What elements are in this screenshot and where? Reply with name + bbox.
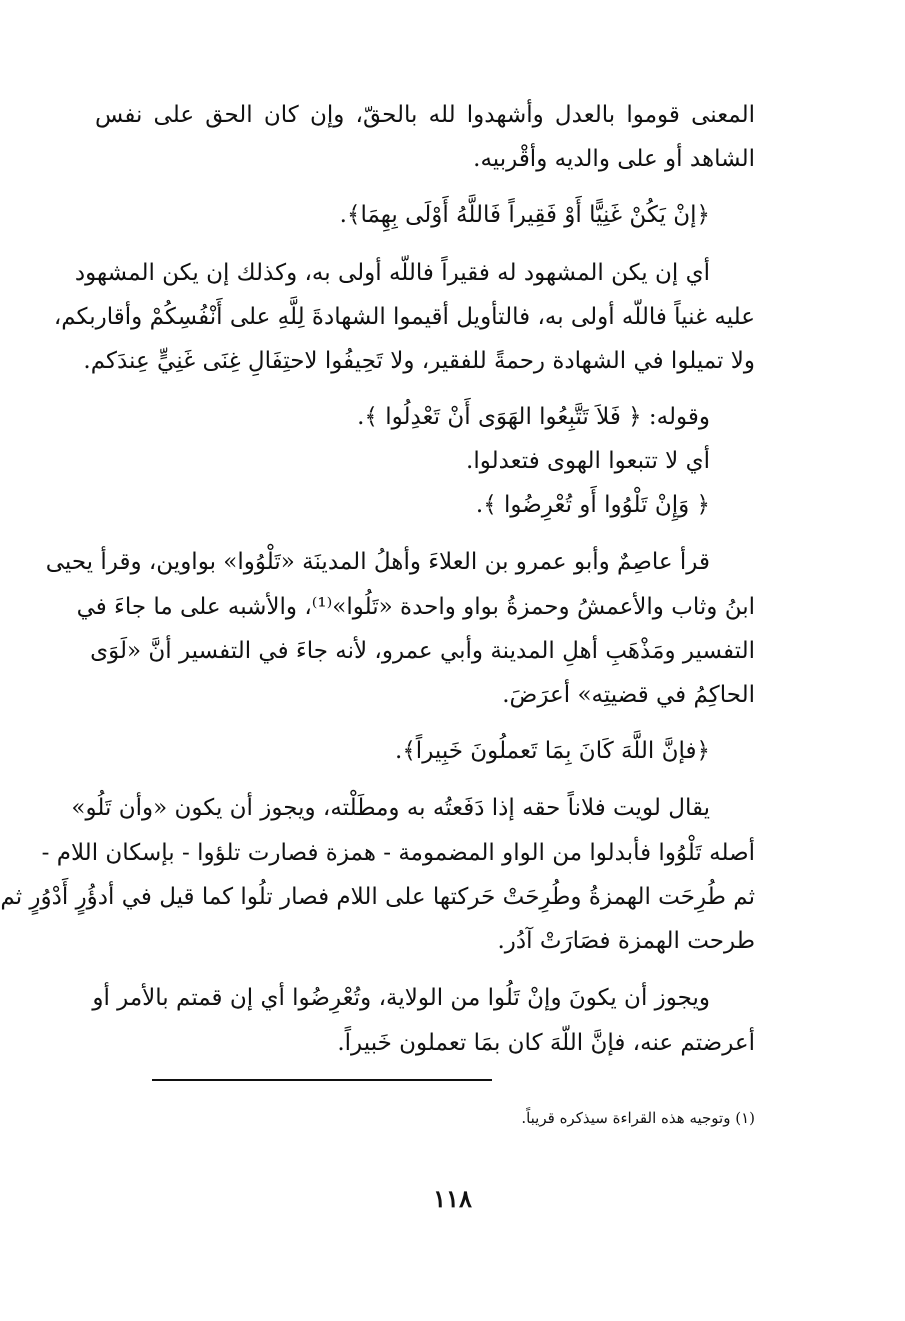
- text-line-13: أصله تَلْوُوا فأبدلوا من الواو المضمومة - همزة فصارت تلؤوا - بإسكان اللام -: [41, 840, 755, 866]
- footnote: (١) وتوجيه هذه القراءة سيذكره قريباً.: [521, 1109, 755, 1127]
- text-line-17: أعرضتم عنه، فإنَّ اللّهَ كان بمَا تعملون خَبيراً.: [337, 1030, 755, 1056]
- text-line-1: المعنى قوموا بالعدل وأشهدوا لله بالحقّ، وإن كان الحق على نفس: [95, 102, 755, 128]
- text-line-4: عليه غنياً فاللّه أولى به، فالتأويل أقيموا الشهادةَ لِلَّهِ على أَنْفُسِكُمْ وأقاربكم،: [53, 304, 755, 330]
- text-line-9: ابنُ وثاب والأعمشُ وحمزةُ بواو واحدة «تَلُوا»⁽¹⁾، والأشبه على ما جاءَ في: [76, 594, 755, 620]
- text-line-5: ولا تميلوا في الشهادة رحمةً للفقير، ولا تَحِيفُوا لاحتِفَالِ غِنَى غَنِيٍّ عِندَكم.: [83, 348, 755, 374]
- text-line-3: أي إن يكن المشهود له فقيراً فاللّه أولى به، وكذلك إن يكن المشهود: [74, 260, 710, 286]
- text-line-7: أي لا تتبعوا الهوى فتعدلوا.: [466, 448, 710, 474]
- text-line-12: يقال لويت فلاناً حقه إذا دَفَعتُه به ومطَلْته، ويجوز أن يكون «وأن تَلُو»: [71, 795, 710, 821]
- text-line-16: ويجوز أن يكونَ وإنْ تَلُوا من الولاية، وتُعْرِضُوا أي إن قمتم بالأمر أو: [92, 985, 710, 1011]
- verse-line-2: ﴿ وَإِنْ تَلْوُوا أَو تُعْرِضُوا ﴾.: [475, 492, 710, 518]
- verse-line-1: ﴿إنْ يَكُنْ غَنِيًّا أَوْ فَقِيراً فَاللَّهُ أَوْلَى بِهِمَا﴾.: [339, 202, 710, 228]
- text-line-6: وقوله: ﴿ فَلاَ تَتَّبِعُوا الهَوَى أَنْ تَعْدِلُوا ﴾.: [357, 404, 710, 430]
- text-line-10: التفسير ومَذْهَبِ أهلِ المدينة وأبي عمرو، لأنه جاءَ في التفسير أنَّ «لَوَى: [90, 638, 755, 664]
- verse-line-3: ﴿فإنَّ اللَّهَ كَانَ بِمَا تَعملُونَ خَبِيراً﴾.: [395, 738, 710, 764]
- page-number: ١١٨: [433, 1184, 472, 1213]
- text-line-14: ثم طُرِحَت الهمزةُ وطُرِحَتْ حَركتها على اللام فصار تلُوا كما قيل في أدؤُرٍ أَدْوُرٍ ثم: [0, 884, 755, 910]
- text-line-2: الشاهد أو على والديه وأقْربيه.: [473, 146, 755, 172]
- text-line-11: الحاكِمُ في قضيتِه» أعرَضَ.: [502, 682, 755, 708]
- text-line-8: قرأ عاصِمٌ وأبو عمرو بن العلاءَ وأهلُ المدينَة «تَلْوُوا» بواوين، وقرأ يحيى: [45, 549, 710, 575]
- text-line-15: طرحت الهمزة فصَارَتْ آدُر.: [497, 928, 755, 954]
- footnote-divider: [152, 1079, 492, 1081]
